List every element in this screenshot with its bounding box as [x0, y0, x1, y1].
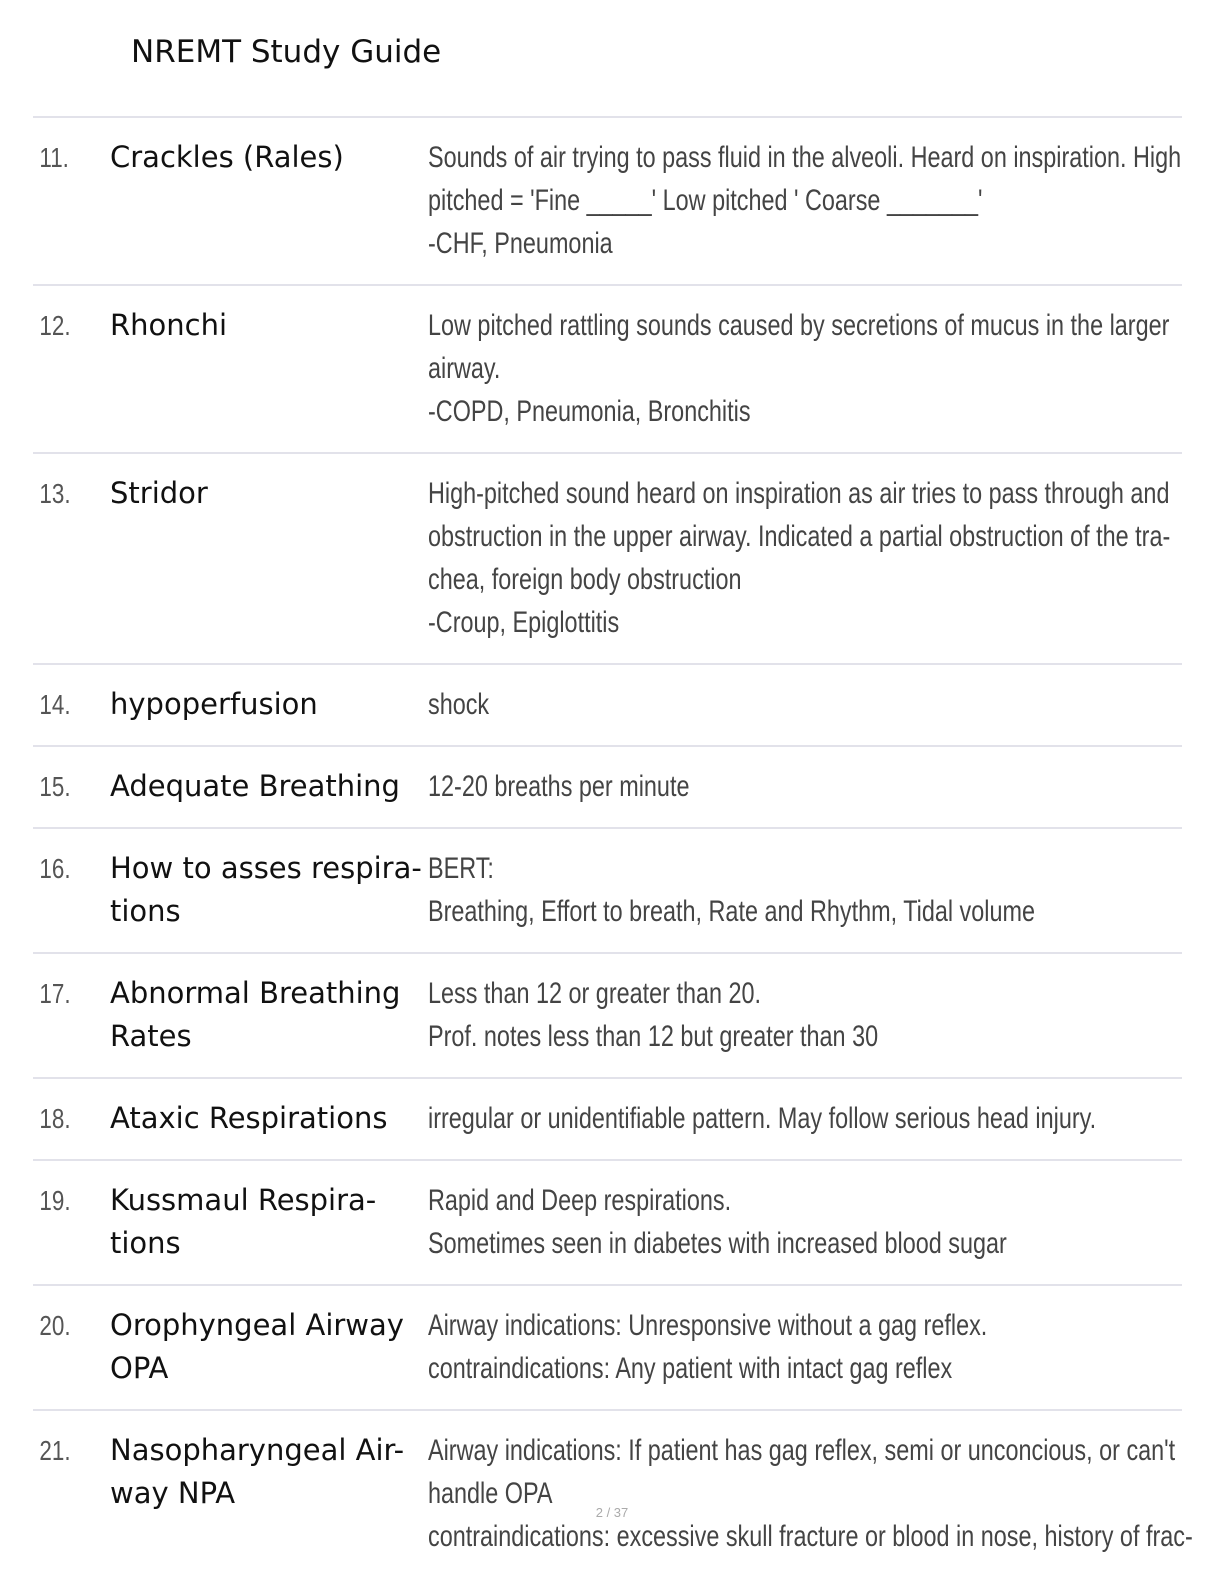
definition-line: 12-20 breaths per minute — [428, 770, 690, 803]
term-line: tions — [110, 894, 181, 928]
definition-line: Airway indications: Unresponsive without a gag reflex. — [428, 1309, 988, 1342]
term-line: Rhonchi — [110, 308, 228, 342]
definition — [428, 136, 1224, 265]
definition-line: BERT: — [428, 852, 494, 885]
term-line: Crackles (Rales) — [110, 140, 344, 174]
term-line: Rates — [110, 1019, 192, 1053]
definition-line: contraindications: Any patient with intact gag reflex — [428, 1352, 953, 1385]
term-label — [110, 1179, 428, 1265]
definition-line: shock — [428, 688, 490, 721]
row-number: 11. — [39, 142, 69, 173]
definition-line: -Croup, Epiglottitis — [428, 606, 620, 639]
definition — [428, 847, 1224, 933]
definition-line: handle OPA — [428, 1477, 553, 1510]
definition-line: irregular or unidentifiable pattern. May follow serious head injury. — [428, 1102, 1097, 1135]
definition-line: airway. — [428, 352, 501, 385]
term-line: Nasopharyngeal Air- — [110, 1433, 405, 1467]
term-line: Kussmaul Respira- — [110, 1183, 377, 1217]
term-line: hypoperfusion — [110, 687, 318, 721]
term-label — [110, 1304, 428, 1390]
term-row — [33, 1411, 1193, 1577]
term-line: Orophyngeal Airway — [110, 1308, 404, 1342]
definition-line: contraindications: excessive skull fracture or blood in nose, history of frac- — [428, 1520, 1193, 1553]
definition-line: Prof. notes less than 12 but greater than 30 — [428, 1020, 879, 1053]
term-label — [110, 304, 428, 347]
definition — [428, 972, 1182, 1058]
row-number: 18. — [39, 1103, 71, 1134]
row-number: 16. — [39, 853, 71, 884]
term-label — [110, 972, 428, 1058]
row-number: 21. — [39, 1435, 71, 1466]
term-row — [33, 829, 1182, 954]
definition — [428, 1429, 1224, 1558]
term-row — [33, 1161, 1182, 1286]
term-row — [33, 118, 1182, 286]
row-number: 12. — [39, 310, 71, 341]
definition-line: -COPD, Pneumonia, Bronchitis — [428, 395, 751, 428]
definition-line: -CHF, Pneumonia — [428, 227, 613, 260]
term-line: OPA — [110, 1351, 169, 1385]
definition — [428, 1179, 1190, 1265]
definition-line: Sounds of air trying to pass fluid in the alveoli. Heard on inspiration. High — [428, 141, 1182, 174]
row-number: 13. — [39, 478, 71, 509]
definition-line: Sometimes seen in diabetes with increased blood sugar — [428, 1227, 1007, 1260]
row-number: 20. — [39, 1310, 71, 1341]
definition-line: chea, foreign body obstruction — [428, 563, 742, 596]
term-row — [33, 286, 1182, 454]
term-row — [33, 954, 1182, 1079]
term-line: way NPA — [110, 1476, 236, 1510]
term-label — [110, 683, 428, 726]
definition-line: Less than 12 or greater than 20. — [428, 977, 762, 1010]
term-line: Abnormal Breathing — [110, 976, 401, 1010]
definition-line: Breathing, Effort to breath, Rate and Rhythm, Tidal volume — [428, 895, 1035, 928]
term-row — [33, 1079, 1182, 1161]
page-number: 2 / 37 — [595, 1505, 629, 1520]
term-label — [110, 1097, 428, 1140]
page-title: NREMT Study Guide — [131, 34, 442, 70]
term-line: Adequate Breathing — [110, 769, 400, 803]
row-number: 19. — [39, 1185, 71, 1216]
row-number: 15. — [39, 771, 71, 802]
term-label — [110, 765, 428, 808]
term-row — [33, 665, 1182, 747]
row-number: 17. — [39, 978, 71, 1009]
term-line: tions — [110, 1226, 181, 1260]
term-label — [110, 1429, 428, 1515]
definition-line: Low pitched rattling sounds caused by secretions of mucus in the larger — [428, 309, 1170, 342]
term-line: Stridor — [110, 476, 208, 510]
term-label — [110, 136, 428, 179]
term-label — [110, 847, 428, 933]
term-line: Ataxic Respirations — [110, 1101, 388, 1135]
definition-line: obstruction in the upper airway. Indicated a partial obstruction of the tra- — [428, 520, 1171, 553]
definition-line: Rapid and Deep respirations. — [428, 1184, 732, 1217]
definition-line: High-pitched sound heard on inspiration as air tries to pass through and — [428, 477, 1170, 510]
term-line: How to asses respira- — [110, 851, 422, 885]
definition — [428, 472, 1224, 644]
definition-line: pitched = 'Fine _____' Low pitched ' Coarse _______' — [428, 184, 983, 217]
definition — [428, 683, 1182, 726]
definition — [428, 304, 1224, 433]
term-row — [33, 1286, 1182, 1411]
definition — [428, 1304, 1182, 1390]
definition-line: Airway indications: If patient has gag reflex, semi or unconcious, or can't — [428, 1434, 1176, 1467]
term-label — [110, 472, 428, 515]
row-number: 14. — [39, 689, 71, 720]
term-table — [33, 116, 1193, 1577]
term-row — [33, 747, 1182, 829]
definition — [428, 765, 1182, 808]
term-row — [33, 454, 1182, 665]
definition — [428, 1097, 1224, 1140]
